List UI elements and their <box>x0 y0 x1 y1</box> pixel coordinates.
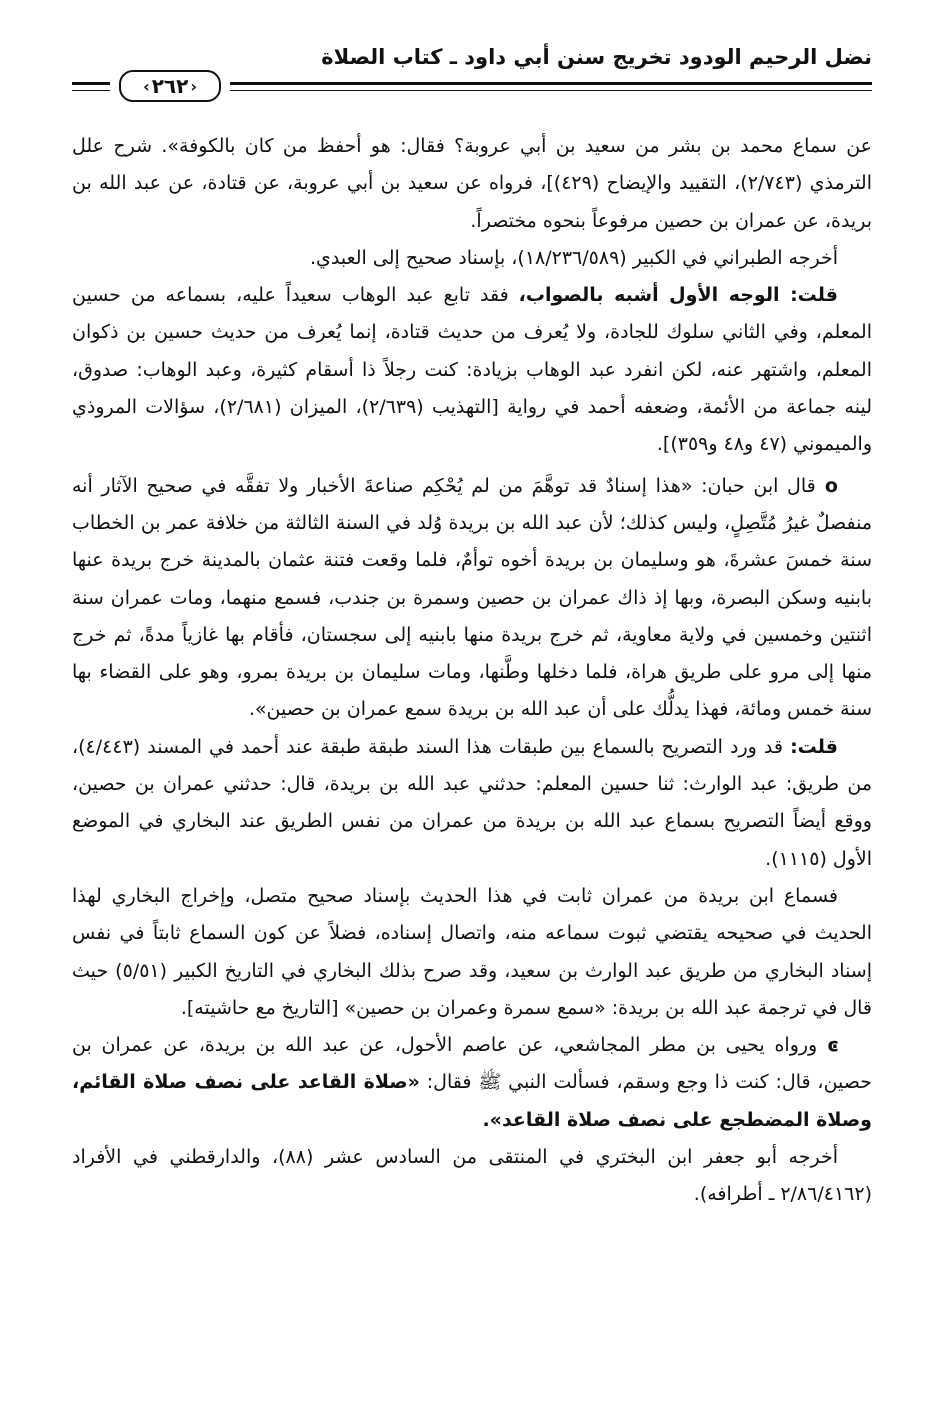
page-number-frame <box>119 70 221 102</box>
circle-marker-icon: o <box>815 474 838 497</box>
bold-text-run: قلت: الوجه الأول أشبه بالصواب، <box>518 284 838 307</box>
paragraph <box>72 240 872 277</box>
bold-text-run: قلت: <box>790 735 838 758</box>
ornament-left-icon: ‹ <box>143 76 150 96</box>
text-run: فسماع ابن بريدة من عمران ثابت في هذا الحديث بإسناد صحيح متصل، وإخراج البخاري لهذا الحديث في صحيحه يقتضي ثبوت سماعه منه، واتصال إسناده، فضلاً عن كون السماع ثابتاً في نفس إسناد البخاري من طريق عبد الوارث بن سعيد، وقد صرح بذلك البخاري في التاريخ الكبير (٥/٥١) حيث قال في ترجمة عبد الله بن بريدة: «سمع سمرة وعمران بن حصين» [التاريخ مع حاشيته]. <box>72 884 872 1019</box>
crescent-marker-icon: ͼ <box>817 1034 838 1057</box>
paragraph <box>72 729 872 878</box>
paragraph <box>72 277 872 463</box>
text-run: عن سماع محمد بن بشر من سعيد بن أبي عروبة؟ فقال: هو أحفظ من كان بالكوفة». شرح علل الترمذي (٢/٧٤٣)، التقييد والإيضاح (٤٢٩)]، فرواه عن سعيد بن أبي عروبة، عن قتادة، عن عبد الله بن بريدة، عن عمران بن حصين مرفوعاً بنحوه مختصراً. <box>72 135 872 232</box>
text-run: أخرجه الطبراني في الكبير (١٨/٢٣٦/٥٨٩)، بإسناد صحيح إلى العبدي. <box>309 246 838 269</box>
text-run: قال ابن حبان: «هذا إسنادٌ قد توهَّمَ من لم يُحْكِم صناعةَ الأخبار ولا تفقَّه في صحيح الآثار أنه منفصلٌ غيرُ مُتَّصِلٍ، وليس كذلك؛ لأن عبد الله بن بريدة وُلد في السنة الثالثة من خلافة عمر بن الخطاب سنة خمسَ عشرةَ، هو وسليمان بن بريدة أخوه توأمٌ، فلما وقعت فتنة عثمان بالمدينة خرج بريدة عنها بابنيه وسكن البصرة، وبها إذ ذاك عمران بن حصين وسمرة بن جندب، فسمع منهما، ومات عمران سنة اثنتين وخمسين في ولاية معاوية، ثم خرج بريدة منها بابنيه إلى سجستان، فأقام بها غازياً مدةً، ثم خرج منها إلى مرو على طريق هراة، فلما دخلها وطَّنها، ومات سليمان بن بريدة بمرو، وهو على القضاء بها سنة خمس ومائة، فهذا يدلُّك على أن عبد الله بن بريدة سمع عمران بن حصين». <box>72 474 872 721</box>
text-run: ورواه يحيى بن مطر المجاشعي، عن عاصم الأحول، عن عبد الله بن بريدة، عن عمران بن حصين، قال: كنت ذا وجع وسقم، فسألت النبي ﷺ فقال: <box>72 1034 872 1094</box>
paragraph <box>72 878 872 1027</box>
paragraph <box>72 128 872 240</box>
paragraph <box>72 1027 872 1139</box>
main-text <box>72 128 872 1214</box>
paragraph <box>72 1139 872 1214</box>
bold-text-run: «صلاة القاعد على نصف صلاة القائم، وصلاة المضطجع على نصف صلاة القاعد». <box>72 1071 872 1131</box>
text-run: فقد تابع عبد الوهاب سعيداً عليه، بسماعه من حسين المعلم، وفي الثاني سلوك للجادة، ولا يُعرف من حديث قتادة، إنما يُعرف من حديث حسين بن ذكوان المعلم، واشتهر عنه، لكن انفرد عبد الوهاب بزيادة: كنت رجلاً ذا أسقام كثيرة، وعبد الوهاب: صدوق، لينه جماعة من الأئمة، وضعفه أحمد في رواية [التهذيب (٢/٦٣٩)، الميزان (٢/٦٨١)، سؤالات المروذي والميموني (٤٧ و٤٨ و٣٥٩)]. <box>72 284 872 456</box>
text-run: أخرجه أبو جعفر ابن البختري في المنتقى من السادس عشر (٨٨)، والدارقطني في الأفراد (٢/٨٦/٤١٦٢ ـ أطرافه). <box>72 1146 872 1206</box>
ornament-right-icon: › <box>190 76 197 96</box>
paragraph <box>72 468 872 729</box>
page-number-badge <box>110 70 230 102</box>
page-number: ٢٦٢ <box>151 74 189 98</box>
text-run: قد ورد التصريح بالسماع بين طبقات هذا السند طبقة طبقة عند أحمد في المسند (٤/٤٤٣)، من طريق: عبد الوارث: ثنا حسين المعلم: حدثني عبد الله بن بريدة، قال: حدثني عمران بن حصين، ووقع أيضاً التصريح بسماع عبد الله بن بريدة من عمران من نفس الطريق عند البخاري في الموضع الأول (١١١٥). <box>72 735 872 870</box>
running-header: نضل الرحيم الودود تخريج سنن أبي داود ـ كتاب الصلاة <box>321 45 872 69</box>
